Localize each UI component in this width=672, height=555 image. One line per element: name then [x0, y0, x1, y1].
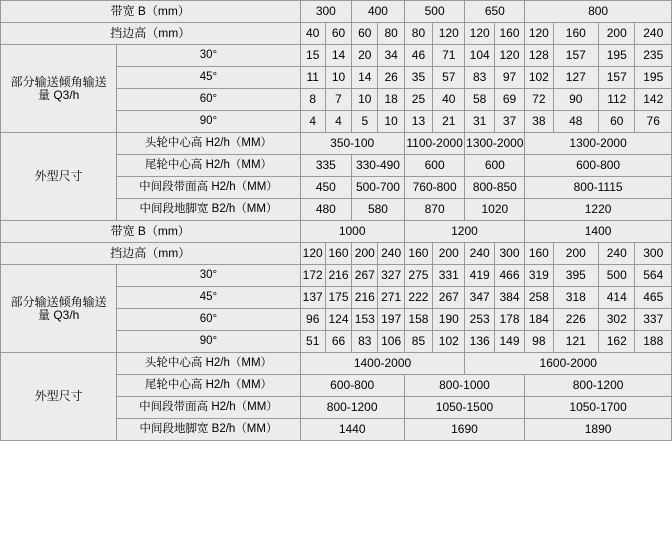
belt-width-value: 1000	[300, 221, 404, 243]
angle-45-value: 14	[352, 67, 378, 89]
angle-90-value: 121	[553, 331, 599, 353]
angle-60-value: 184	[525, 309, 553, 331]
angle-90-value: 85	[404, 331, 432, 353]
label-dimensions-2: 外型尺寸	[1, 353, 117, 441]
angle-60-value: 197	[378, 309, 404, 331]
table-row	[1, 45, 672, 67]
angle-45-value: 465	[635, 287, 672, 309]
mid-foot-value: 480	[300, 199, 352, 221]
tail-wheel-label: 尾轮中心高 H2/h（MM）	[117, 375, 300, 397]
angle-30-value: 327	[378, 265, 404, 287]
angle-90-value: 162	[599, 331, 635, 353]
angle-90-value: 102	[433, 331, 465, 353]
angle-60-value: 90	[553, 89, 599, 111]
mid-foot-value: 1890	[525, 419, 672, 441]
head-wheel-value: 1400-2000	[300, 353, 465, 375]
angle-90-value: 37	[494, 111, 524, 133]
angle-45-value: 384	[494, 287, 524, 309]
belt-width-value: 300	[300, 1, 352, 23]
angle-30-value: 14	[325, 45, 351, 67]
edge-height-value: 200	[599, 23, 635, 45]
edge-height-value: 240	[635, 23, 672, 45]
capacity-label-line2: 量 Q3/h	[38, 307, 80, 322]
angle-30-value: 128	[525, 45, 553, 67]
angle-90-value: 5	[352, 111, 378, 133]
angle-90-value: 4	[300, 111, 325, 133]
capacity-label-line1: 部分输送倾角输送	[10, 294, 107, 309]
angle-90-value: 21	[433, 111, 465, 133]
edge-height-value: 40	[300, 23, 325, 45]
tail-wheel-value: 600	[465, 155, 525, 177]
label-capacity-1	[1, 45, 117, 133]
angle-90-value: 60	[599, 111, 635, 133]
edge-height-value: 80	[404, 23, 432, 45]
angle-90-value: 31	[465, 111, 494, 133]
head-wheel-label: 头轮中心高 H2/h（MM）	[117, 353, 300, 375]
angle-45-value: 195	[635, 67, 672, 89]
mid-belt-value: 800-1200	[300, 397, 404, 419]
edge-height-value: 200	[553, 243, 599, 265]
table-row	[1, 265, 672, 287]
tail-wheel-label: 尾轮中心高 H2/h（MM）	[117, 155, 300, 177]
angle-45-value: 318	[553, 287, 599, 309]
label-capacity-2	[1, 265, 117, 353]
edge-height-value: 120	[465, 23, 494, 45]
edge-height-value: 300	[494, 243, 524, 265]
belt-width-value: 800	[525, 1, 672, 23]
angle-45-value: 157	[599, 67, 635, 89]
mid-foot-value: 1690	[404, 419, 524, 441]
angle-30-value: 46	[404, 45, 432, 67]
angle-45-label: 45°	[117, 67, 300, 89]
angle-60-value: 253	[465, 309, 494, 331]
label-belt-width-1: 带宽 B（mm）	[1, 1, 301, 23]
angle-90-value: 106	[378, 331, 404, 353]
edge-height-value: 200	[352, 243, 378, 265]
belt-width-value: 650	[465, 1, 525, 23]
angle-90-label: 90°	[117, 111, 300, 133]
table-row	[1, 23, 672, 45]
mid-foot-value: 870	[404, 199, 465, 221]
table-row	[1, 353, 672, 375]
angle-30-value: 331	[433, 265, 465, 287]
angle-45-value: 26	[378, 67, 404, 89]
angle-30-value: 20	[352, 45, 378, 67]
mid-foot-label: 中间段地脚宽 B2/h（MM）	[117, 419, 300, 441]
edge-height-value: 80	[378, 23, 404, 45]
angle-30-value: 216	[325, 265, 351, 287]
angle-30-value: 500	[599, 265, 635, 287]
edge-height-value: 160	[404, 243, 432, 265]
angle-60-value: 10	[352, 89, 378, 111]
mid-foot-label: 中间段地脚宽 B2/h（MM）	[117, 199, 300, 221]
angle-45-value: 222	[404, 287, 432, 309]
angle-45-value: 216	[352, 287, 378, 309]
edge-height-value: 120	[525, 23, 553, 45]
table-row	[1, 1, 672, 23]
angle-60-value: 112	[599, 89, 635, 111]
edge-height-value: 60	[352, 23, 378, 45]
edge-height-value: 160	[553, 23, 599, 45]
angle-30-value: 275	[404, 265, 432, 287]
head-wheel-value: 1100-2000	[404, 133, 465, 155]
tail-wheel-value: 600-800	[300, 375, 404, 397]
belt-width-value: 1200	[404, 221, 524, 243]
angle-60-value: 7	[325, 89, 351, 111]
angle-60-label: 60°	[117, 309, 300, 331]
table-row	[1, 221, 672, 243]
belt-width-value: 500	[404, 1, 465, 23]
angle-60-value: 124	[325, 309, 351, 331]
mid-belt-value: 1050-1700	[525, 397, 672, 419]
belt-width-value: 400	[352, 1, 405, 23]
angle-30-value: 104	[465, 45, 494, 67]
head-wheel-value: 1300-2000	[465, 133, 525, 155]
angle-30-label: 30°	[117, 45, 300, 67]
angle-90-value: 13	[404, 111, 432, 133]
angle-60-value: 72	[525, 89, 553, 111]
angle-60-value: 58	[465, 89, 494, 111]
mid-belt-value: 760-800	[404, 177, 465, 199]
angle-45-label: 45°	[117, 287, 300, 309]
angle-60-value: 226	[553, 309, 599, 331]
angle-30-label: 30°	[117, 265, 300, 287]
angle-45-value: 267	[433, 287, 465, 309]
angle-60-value: 40	[433, 89, 465, 111]
mid-foot-value: 1440	[300, 419, 404, 441]
angle-90-value: 10	[378, 111, 404, 133]
angle-45-value: 137	[300, 287, 325, 309]
angle-90-value: 188	[635, 331, 672, 353]
angle-90-value: 66	[325, 331, 351, 353]
table-row	[1, 133, 672, 155]
edge-height-value: 300	[635, 243, 672, 265]
angle-45-value: 57	[433, 67, 465, 89]
label-edge-height-1: 挡边高（mm）	[1, 23, 301, 45]
table-row	[1, 243, 672, 265]
angle-90-value: 149	[494, 331, 524, 353]
label-dimensions-1: 外型尺寸	[1, 133, 117, 221]
mid-belt-label: 中间段带面高 H2/h（MM）	[117, 177, 300, 199]
mid-belt-value: 450	[300, 177, 352, 199]
angle-30-value: 267	[352, 265, 378, 287]
angle-45-value: 414	[599, 287, 635, 309]
angle-30-value: 172	[300, 265, 325, 287]
angle-45-value: 97	[494, 67, 524, 89]
angle-60-value: 302	[599, 309, 635, 331]
edge-height-value: 240	[599, 243, 635, 265]
head-wheel-value: 1300-2000	[525, 133, 672, 155]
edge-height-value: 120	[300, 243, 325, 265]
angle-60-value: 69	[494, 89, 524, 111]
belt-width-value: 1400	[525, 221, 672, 243]
tail-wheel-value: 600	[404, 155, 465, 177]
angle-30-value: 15	[300, 45, 325, 67]
edge-height-value: 160	[325, 243, 351, 265]
angle-60-value: 18	[378, 89, 404, 111]
angle-90-value: 136	[465, 331, 494, 353]
angle-45-value: 10	[325, 67, 351, 89]
edge-height-value: 160	[494, 23, 524, 45]
label-edge-height-2: 挡边高（mm）	[1, 243, 301, 265]
angle-60-value: 158	[404, 309, 432, 331]
label-belt-width-2: 带宽 B（mm）	[1, 221, 301, 243]
angle-60-value: 96	[300, 309, 325, 331]
angle-60-value: 8	[300, 89, 325, 111]
angle-60-value: 337	[635, 309, 672, 331]
angle-90-value: 76	[635, 111, 672, 133]
angle-45-value: 35	[404, 67, 432, 89]
angle-45-value: 271	[378, 287, 404, 309]
angle-45-value: 127	[553, 67, 599, 89]
angle-90-label: 90°	[117, 331, 300, 353]
angle-30-value: 395	[553, 265, 599, 287]
angle-90-value: 38	[525, 111, 553, 133]
tail-wheel-value: 330-490	[352, 155, 405, 177]
angle-30-value: 34	[378, 45, 404, 67]
mid-foot-value: 580	[352, 199, 405, 221]
tail-wheel-value: 800-1000	[404, 375, 524, 397]
edge-height-value: 60	[325, 23, 351, 45]
angle-45-value: 11	[300, 67, 325, 89]
angle-90-value: 51	[300, 331, 325, 353]
capacity-label-line1: 部分输送倾角输送	[10, 74, 107, 89]
angle-30-value: 419	[465, 265, 494, 287]
mid-belt-value: 800-1115	[525, 177, 672, 199]
angle-30-value: 564	[635, 265, 672, 287]
angle-45-value: 102	[525, 67, 553, 89]
angle-90-value: 98	[525, 331, 553, 353]
tail-wheel-value: 600-800	[525, 155, 672, 177]
angle-60-value: 25	[404, 89, 432, 111]
angle-30-value: 120	[494, 45, 524, 67]
angle-30-value: 195	[599, 45, 635, 67]
head-wheel-value: 1600-2000	[465, 353, 672, 375]
angle-30-value: 157	[553, 45, 599, 67]
angle-60-value: 153	[352, 309, 378, 331]
angle-90-value: 83	[352, 331, 378, 353]
edge-height-value: 160	[525, 243, 553, 265]
tail-wheel-value: 800-1200	[525, 375, 672, 397]
mid-belt-value: 500-700	[352, 177, 405, 199]
angle-45-value: 83	[465, 67, 494, 89]
angle-60-label: 60°	[117, 89, 300, 111]
angle-30-value: 319	[525, 265, 553, 287]
mid-belt-label: 中间段带面高 H2/h（MM）	[117, 397, 300, 419]
head-wheel-label: 头轮中心高 H2/h（MM）	[117, 133, 300, 155]
capacity-label-line2: 量 Q3/h	[38, 87, 80, 102]
angle-60-value: 190	[433, 309, 465, 331]
edge-height-value: 200	[433, 243, 465, 265]
mid-foot-value: 1020	[465, 199, 525, 221]
angle-45-value: 347	[465, 287, 494, 309]
tail-wheel-value: 335	[300, 155, 352, 177]
angle-30-value: 235	[635, 45, 672, 67]
mid-belt-value: 800-850	[465, 177, 525, 199]
angle-45-value: 175	[325, 287, 351, 309]
mid-foot-value: 1220	[525, 199, 672, 221]
head-wheel-value: 350-100	[300, 133, 404, 155]
angle-90-value: 48	[553, 111, 599, 133]
edge-height-value: 240	[378, 243, 404, 265]
edge-height-value: 240	[465, 243, 494, 265]
angle-30-value: 466	[494, 265, 524, 287]
edge-height-value: 120	[433, 23, 465, 45]
angle-60-value: 178	[494, 309, 524, 331]
angle-45-value: 258	[525, 287, 553, 309]
angle-60-value: 142	[635, 89, 672, 111]
mid-belt-value: 1050-1500	[404, 397, 524, 419]
angle-90-value: 4	[325, 111, 351, 133]
angle-30-value: 71	[433, 45, 465, 67]
